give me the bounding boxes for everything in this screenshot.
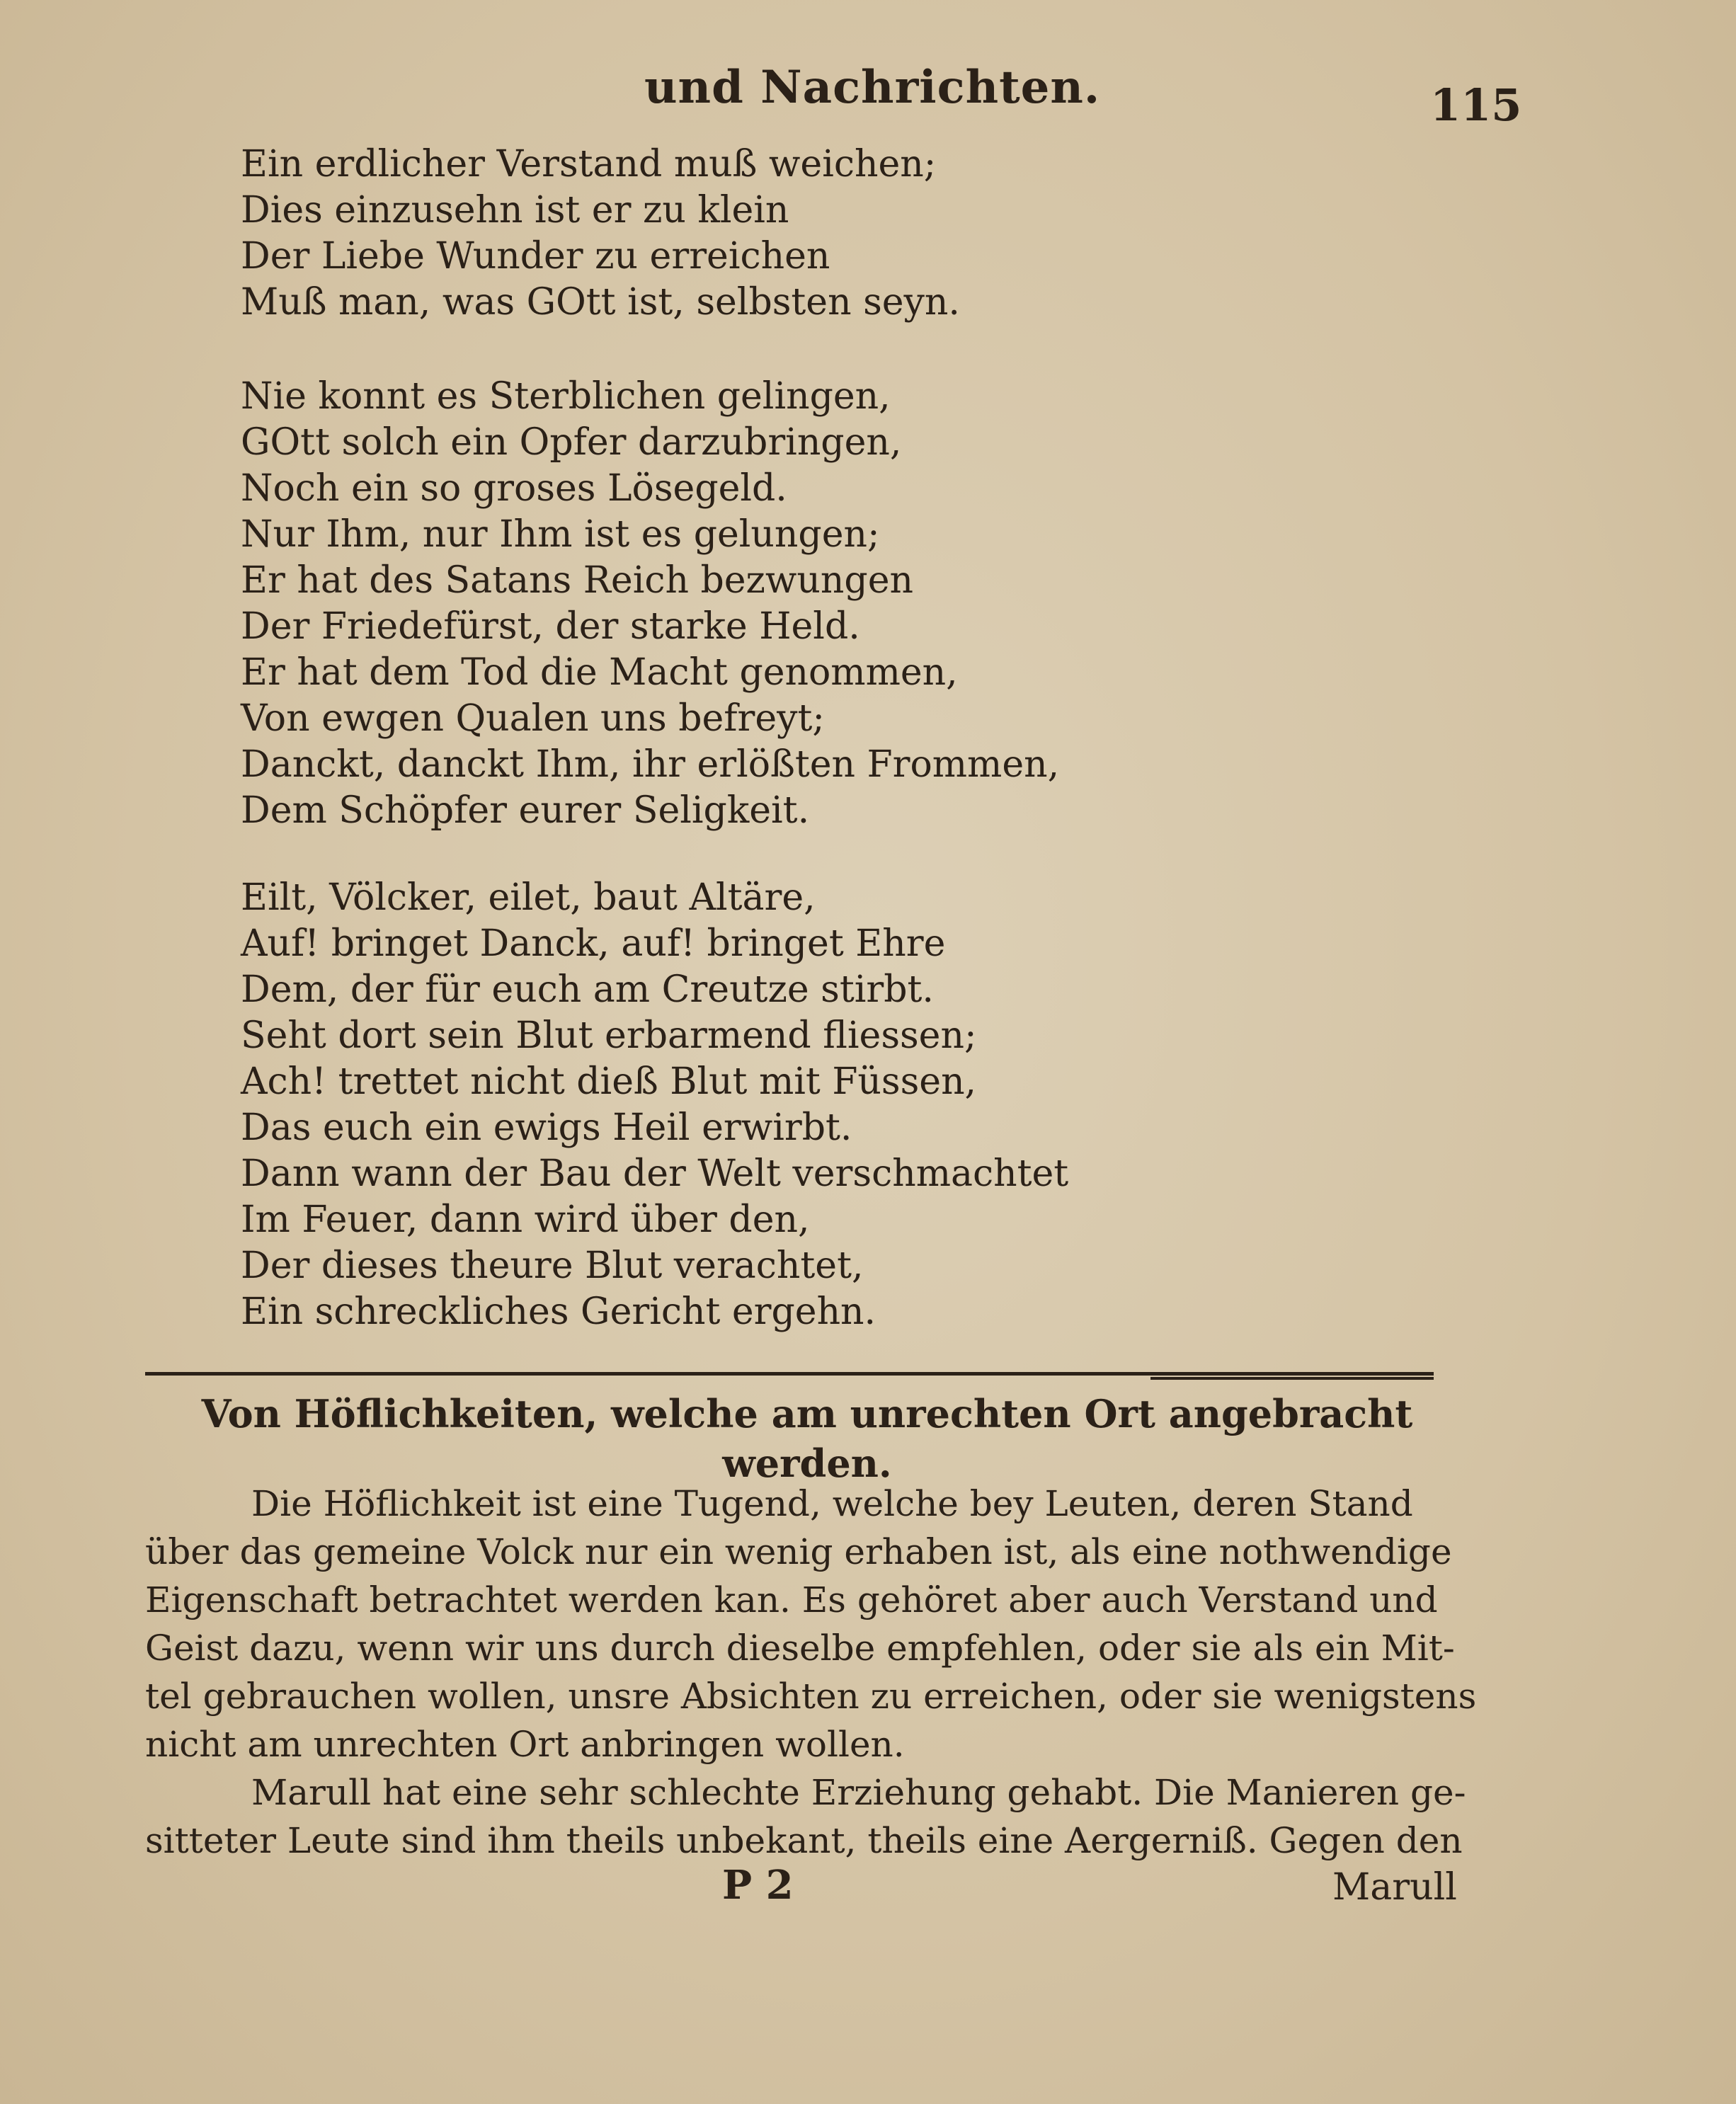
prose-line: Eigenschaft betrachtet werden kan. Es gehöret aber auch Verstand und	[145, 1579, 1438, 1620]
running-head: und Nachrichten.	[644, 61, 1101, 114]
prose-line: tel gebrauchen wollen, unsre Absichten zu erreichen, oder sie wenigstens	[145, 1676, 1477, 1717]
section-heading-line: Von Höflichkeiten, welche am unrechten Ort angebracht	[201, 1391, 1413, 1436]
poem-stanza-3	[241, 875, 1232, 1335]
verse-line: Das euch ein ewigs Heil erwirbt.	[241, 1107, 852, 1149]
section-heading-line: werden.	[722, 1441, 892, 1486]
verse-line: Seht dort sein Blut erbarmend fliessen;	[241, 1014, 977, 1057]
verse-line: Er hat des Satans Reich bezwungen	[241, 559, 913, 602]
verse-line: Der Liebe Wunder zu erreichen	[241, 235, 830, 278]
prose-line: Geist dazu, wenn wir uns durch dieselbe empfehlen, oder sie als ein Mit-	[145, 1628, 1455, 1669]
signature-mark: P 2	[722, 1862, 794, 1909]
verse-line: Er hat dem Tod die Macht genommen,	[241, 651, 958, 694]
poem-stanza-2	[241, 374, 1232, 834]
verse-line: Dem Schöpfer eurer Seligkeit.	[241, 789, 810, 832]
prose-line: über das gemeine Volck nur ein wenig erhaben ist, als eine nothwendige	[145, 1531, 1452, 1572]
verse-line: Der dieses theure Blut verachtet,	[241, 1245, 864, 1287]
verse-line: Dann wann der Bau der Welt verschmachtet	[241, 1153, 1069, 1195]
verse-line: Der Friedefürst, der starke Held.	[241, 605, 860, 648]
prose-line: Die Höflichkeit ist eine Tugend, welche bey Leuten, deren Stand	[251, 1483, 1413, 1524]
paragraph-1	[145, 1480, 1477, 1768]
verse-line: Im Feuer, dann wird über den,	[241, 1199, 810, 1241]
verse-line: Dem, der für euch am Creutze stirbt.	[241, 968, 934, 1011]
verse-line: Muß man, was GOtt ist, selbsten seyn.	[241, 281, 960, 324]
verse-line: Noch ein so groses Lösegeld.	[241, 467, 787, 510]
prose-line: nicht am unrechten Ort anbringen wollen.	[145, 1724, 905, 1765]
verse-line: Ein schreckliches Gericht ergehn.	[241, 1291, 876, 1333]
verse-line: Nur Ihm, nur Ihm ist es gelungen;	[241, 513, 880, 556]
paragraph-2	[145, 1768, 1473, 1865]
verse-line: GOtt solch ein Opfer darzubringen,	[241, 421, 902, 464]
verse-line: Dies einzusehn ist er zu klein	[241, 189, 789, 231]
section-heading	[142, 1389, 1473, 1488]
poem-stanza-1	[241, 142, 1232, 326]
catchword: Marull	[1332, 1866, 1457, 1909]
verse-line: Ach! trettet nicht dieß Blut mit Füssen,	[241, 1060, 977, 1103]
verse-line: Eilt, Völcker, eilet, baut Altäre,	[241, 876, 816, 919]
prose-line: Marull hat eine sehr schlechte Erziehung gehabt. Die Manieren ge-	[251, 1772, 1466, 1813]
verse-line: Von ewgen Qualen uns befreyt;	[241, 697, 825, 740]
verse-line: Danckt, danckt Ihm, ihr erlößten Frommen,	[241, 743, 1060, 786]
verse-line: Nie konnt es Sterblichen gelingen,	[241, 375, 891, 418]
prose-line: sitteter Leute sind ihm theils unbekant, theils eine Aergerniß. Gegen den	[145, 1820, 1463, 1861]
verse-line: Ein erdlicher Verstand muß weichen;	[241, 143, 937, 185]
verse-line: Auf! bringet Danck, auf! bringet Ehre	[241, 922, 946, 965]
page-number: 115	[1430, 79, 1522, 131]
section-divider-rule	[145, 1372, 1434, 1376]
